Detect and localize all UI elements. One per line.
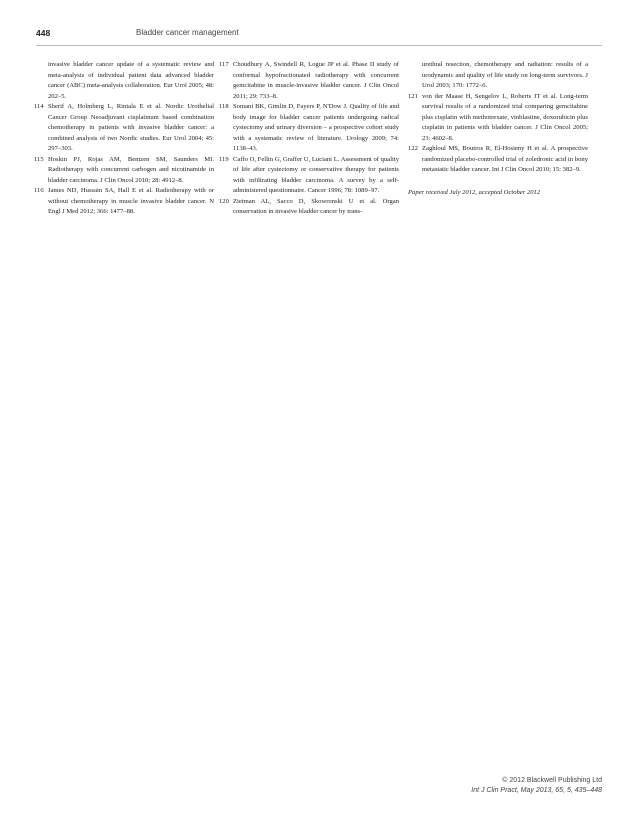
reference-text: James ND, Hussain SA, Hall E et al. Radiotherapy with or without chemotherapy in muscle invasive bladder cancer. N Engl J Med 2012; 366: 1477–88. [48,187,214,215]
reference-text: von der Maase H, Sengelov L, Roberts JT et al. Long-term survival results of a randomized trial comparing gemcitabine plus cisplatin with methotrexate, vinblastine, doxorubicin plus cisplatin in patients with bladder cancer. J Clin Oncol 2005; 23: 4602–8. [422,92,588,142]
reference-text: Somani BK, Gimlin D, Fayers P, N'Dow J. Quality of life and body image for bladder cancer patients undergoing radical cystectomy and urinary diversion – a prospective cohort study with a systematic review of literature. Urology 2009; 74: 1138–43. [233,103,399,152]
header-rule [36,45,602,46]
reference-item [408,60,588,92]
reference-number: 122 [408,145,418,152]
reference-text: Zietman AL, Sacco D, Skowronski U et al. Organ conservation in invasive bladder cancer by trans- [233,197,399,215]
journal-citation: Int J Clin Pract, May 2013, 65, 5, 435–448 [471,787,602,794]
reference-item [34,186,214,218]
reference-text: Hoskin PJ, Rojas AM, Bentzen SM, Saunders MI. Radiotherapy with concurrent carbogen and nicotinamide in bladder carcinoma. J Clin Oncol 2010; 28: 4912–8. [48,155,214,184]
reference-text: Sherif A, Holmberg L, Rintala E et al. Nordic Urothelial Cancer Group Neoadjuvant cisplatinum based combination chemotherapy in patients with invasive bladder cancer: a combined analysis of two Nordic studies. Eur Urol 2004; 45: 297–303. [48,103,214,152]
reference-column-2 [219,60,399,218]
reference-column-1 [34,60,214,218]
copyright-line: © 2012 Blackwell Publishing Ltd [502,777,602,784]
reference-item [408,144,588,176]
reference-item [219,102,399,155]
reference-number: 115 [34,155,44,163]
reference-item [408,92,588,145]
reference-number: 117 [219,61,229,68]
reference-text: urethral resection, chemotherapy and radiation: results of a urodynamic and quality of life study on long-term survivors. J Urol 2003; 170: 1772–6. [422,61,588,89]
reference-item [34,102,214,155]
reference-number: 116 [34,187,44,194]
reference-item [219,60,399,102]
reference-text: Choudhury A, Swindell R, Logue JP et al. Phase II study of conformal hypofractionated radiotherapy with concurrent gemcitabine in muscle-invasive bladder cancer. J Clin Oncol 2011; 29: 733–8. [233,61,399,100]
reference-column-3 [408,60,588,205]
reference-item [34,60,214,102]
reference-item [219,197,399,218]
page-footer [471,776,602,796]
running-title: Bladder cancer management [136,28,239,37]
page-number: 448 [36,28,51,38]
reference-item [34,155,214,187]
reference-text: Zaghloul MS, Boutros R, El-Hosieny H et al. A prospective randomized placebo-controlled trial of zoledronic acid in bony metastatic bladder cancer. Int J Clin Oncol 2010; 15: 382–9. [422,145,588,173]
page-header [36,28,602,42]
received-note: Paper received July 2012, accepted October 2012 [408,188,541,196]
reference-text: Caffo O, Fellin G, Graffer U, Luciani L. Assessment of quality of life after cystectomy or conservative therapy for patients with infiltrating bladder carcinoma. A survey by a self-administered questionnaire. Cancer 1996; 78: 1089–97. [233,155,399,194]
reference-text: invasive bladder cancer update of a systematic review and meta-analysis of individual patient data advanced bladder cancer (ABC) meta-analysis collaboration. Eur Urol 2005; 48: 202–5. [48,61,214,100]
reference-number: 118 [219,103,229,110]
reference-number: 119 [219,155,229,163]
reference-number: 114 [34,103,44,110]
reference-item [219,155,399,197]
reference-number: 121 [408,92,418,100]
reference-number: 120 [219,197,229,205]
